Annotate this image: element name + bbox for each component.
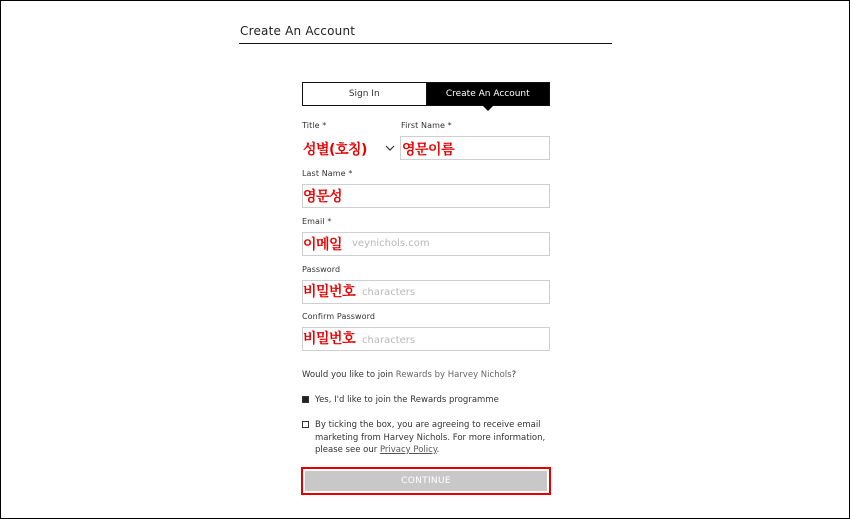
email-annotation: 이메일 — [303, 237, 343, 253]
marketing-suffix: . — [436, 445, 440, 455]
tab-create-account[interactable]: Create An Account — [426, 82, 551, 106]
rewards-question-prefix: Would you like to join — [302, 370, 396, 380]
password-label: Password — [302, 265, 341, 274]
first-name-label: First Name * — [401, 121, 452, 130]
first-name-annotation: 영문이름 — [402, 142, 455, 158]
rewards-link[interactable]: Rewards by Harvey Nichols — [395, 370, 512, 380]
password-placeholder: characters — [362, 287, 416, 298]
password-annotation: 비밀번호 — [303, 284, 356, 300]
account-tabs — [302, 82, 550, 106]
page-title: Create An Account — [240, 24, 356, 38]
last-name-label: Last Name * — [302, 169, 353, 178]
email-placeholder: veynichols.com — [352, 238, 430, 249]
chevron-down-icon[interactable] — [385, 143, 395, 153]
tab-sign-in[interactable]: Sign In — [302, 82, 426, 106]
title-label: Title * — [302, 121, 327, 130]
marketing-checkbox[interactable] — [302, 421, 309, 428]
join-rewards-label: Yes, I'd like to join the Rewards programme — [315, 395, 499, 405]
continue-highlight — [301, 467, 551, 495]
continue-button[interactable]: CONTINUE — [305, 471, 547, 491]
privacy-policy-link[interactable]: Privacy Policy — [379, 445, 437, 455]
confirm-password-placeholder: characters — [362, 335, 416, 346]
title-divider — [239, 43, 612, 44]
title-annotation: 성별(호칭) — [303, 142, 367, 158]
confirm-password-label: Confirm Password — [302, 312, 376, 321]
rewards-question-suffix: ? — [511, 370, 517, 380]
email-label: Email * — [302, 217, 332, 226]
join-rewards-checkbox[interactable] — [302, 396, 309, 403]
rewards-question — [302, 370, 516, 380]
marketing-consent-text — [315, 419, 551, 457]
marketing-text: By ticking the box, you are agreeing to receive email marketing from Harvey Nichols. For more information, please see our — [315, 420, 546, 455]
last-name-annotation: 영문성 — [303, 189, 343, 205]
confirm-password-annotation: 비밀번호 — [303, 331, 356, 347]
